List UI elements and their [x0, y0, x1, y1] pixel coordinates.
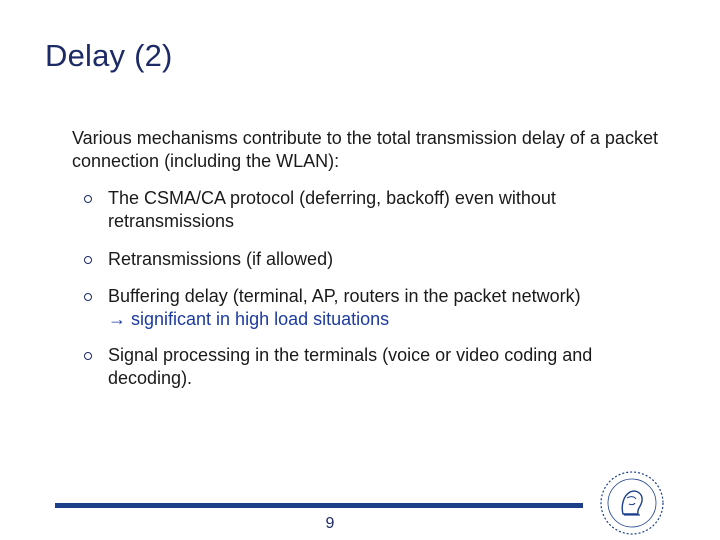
intro-text: Various mechanisms contribute to the total transmission delay of a packet connection (including the WLAN): [72, 128, 658, 171]
bullet-circle-icon [84, 293, 92, 301]
bullet-circle-icon [84, 195, 92, 203]
bullet-item-retransmissions [84, 248, 664, 271]
bullet-text-block [108, 285, 664, 331]
university-seal-icon [597, 468, 667, 538]
bullet-text: Signal processing in the terminals (voice or video coding and decoding). [108, 345, 593, 388]
footer-divider [55, 503, 583, 508]
bullet-circle-icon [84, 352, 92, 360]
bullet-text: The CSMA/CA protocol (deferring, backoff) even without retransmissions [108, 188, 556, 231]
page-number: 9 [325, 515, 335, 532]
bullet-item-csma [84, 187, 664, 233]
bullet-text: Buffering delay (terminal, AP, routers in the packet network) [108, 286, 581, 306]
bullet-note: → significant in high load situations [108, 309, 390, 329]
slide-title: Delay (2) [45, 38, 173, 73]
bullet-item-buffering [84, 285, 664, 331]
bullet-text: Retransmissions (if allowed) [108, 249, 334, 269]
bullet-item-signal-processing [84, 344, 664, 390]
bullet-circle-icon [84, 256, 92, 264]
